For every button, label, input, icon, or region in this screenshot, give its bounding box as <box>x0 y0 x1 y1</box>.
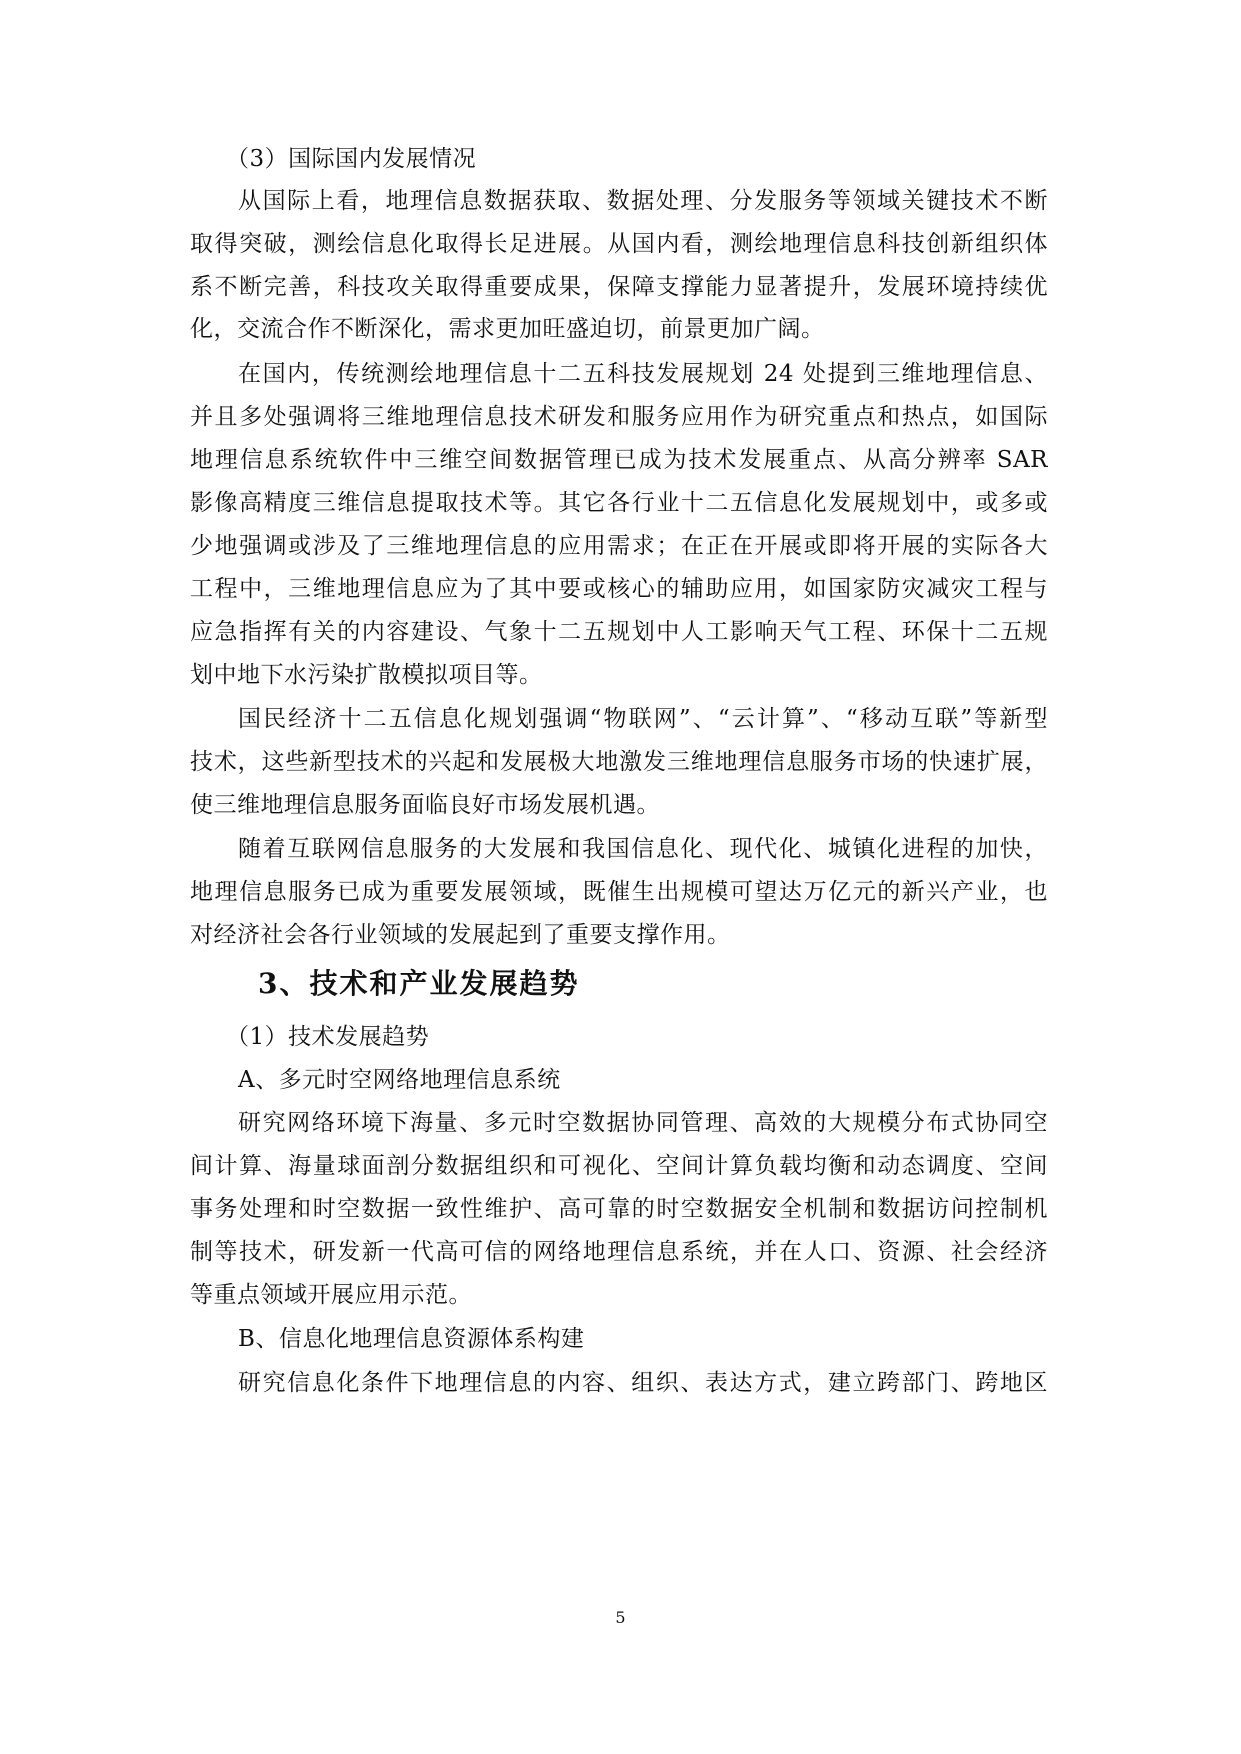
paragraph-line: 应急指挥有关的内容建设、气象十二五规划中人工影响天气工程、环保十二五规 <box>190 619 1048 645</box>
paragraph-line: 研究信息化条件下地理信息的内容、组织、表达方式，建立跨部门、跨地区 <box>238 1370 1048 1396</box>
paragraph-line: 影像高精度三维信息提取技术等。其它各行业十二五信息化发展规划中，或多或 <box>190 490 1048 516</box>
paragraph-line: 地理信息系统软件中三维空间数据管理已成为技术发展重点、从高分辨率 SAR <box>190 447 1048 473</box>
paragraph-line: 取得突破，测绘信息化取得长足进展。从国内看，测绘地理信息科技创新组织体 <box>190 231 1048 257</box>
section-title: 3、技术和产业发展趋势 <box>258 967 580 1000</box>
subsection-heading: （3）国际国内发展情况 <box>226 146 477 172</box>
paragraph-line: 制等技术，研发新一代高可信的网络地理信息系统，并在人口、资源、社会经济 <box>190 1239 1048 1265</box>
paragraph-line: 划中地下水污染扩散模拟项目等。 <box>190 662 543 688</box>
item-heading: A、多元时空网络地理信息系统 <box>238 1067 561 1093</box>
paragraph-line: 研究网络环境下海量、多元时空数据协同管理、高效的大规模分布式协同空 <box>238 1110 1048 1136</box>
paragraph-line: 等重点领域开展应用示范。 <box>190 1282 472 1308</box>
paragraph-line: 在国内，传统测绘地理信息十二五科技发展规划 24 处提到三维地理信息、 <box>238 361 1048 387</box>
paragraph-line: 间计算、海量球面剖分数据组织和可视化、空间计算负载均衡和动态调度、空间 <box>190 1153 1048 1179</box>
paragraph-line: 随着互联网信息服务的大发展和我国信息化、现代化、城镇化进程的加快， <box>238 836 1048 862</box>
paragraph-line: 工程中，三维地理信息应为了其中要或核心的辅助应用，如国家防灾减灾工程与 <box>190 576 1048 602</box>
subsection-heading: （1）技术发展趋势 <box>226 1024 430 1050</box>
item-heading: B、信息化地理信息资源体系构建 <box>238 1326 585 1352</box>
paragraph-line: 化，交流合作不断深化，需求更加旺盛迫切，前景更加广阔。 <box>190 316 825 342</box>
paragraph-line: 使三维地理信息服务面临良好市场发展机遇。 <box>190 792 660 818</box>
paragraph-line: 对经济社会各行业领域的发展起到了重要支撑作用。 <box>190 922 731 948</box>
paragraph-line: 并且多处强调将三维地理信息技术研发和服务应用作为研究重点和热点，如国际 <box>190 404 1048 430</box>
paragraph-line: 系不断完善，科技攻关取得重要成果，保障支撑能力显著提升，发展环境持续优 <box>190 274 1048 300</box>
paragraph-line: 地理信息服务已成为重要发展领域，既催生出规模可望达万亿元的新兴产业，也 <box>190 879 1048 905</box>
page-number: 5 <box>615 1608 626 1627</box>
paragraph-line: 国民经济十二五信息化规划强调“物联网”、“云计算”、“移动互联”等新型 <box>238 706 1048 732</box>
paragraph-line: 技术，这些新型技术的兴起和发展极大地激发三维地理信息服务市场的快速扩展， <box>190 749 1048 775</box>
paragraph-line: 从国际上看，地理信息数据获取、数据处理、分发服务等领域关键技术不断 <box>238 188 1048 214</box>
paragraph-line: 事务处理和时空数据一致性维护、高可靠的时空数据安全机制和数据访问控制机 <box>190 1196 1048 1222</box>
paragraph-line: 少地强调或涉及了三维地理信息的应用需求；在正在开展或即将开展的实际各大 <box>190 533 1048 559</box>
